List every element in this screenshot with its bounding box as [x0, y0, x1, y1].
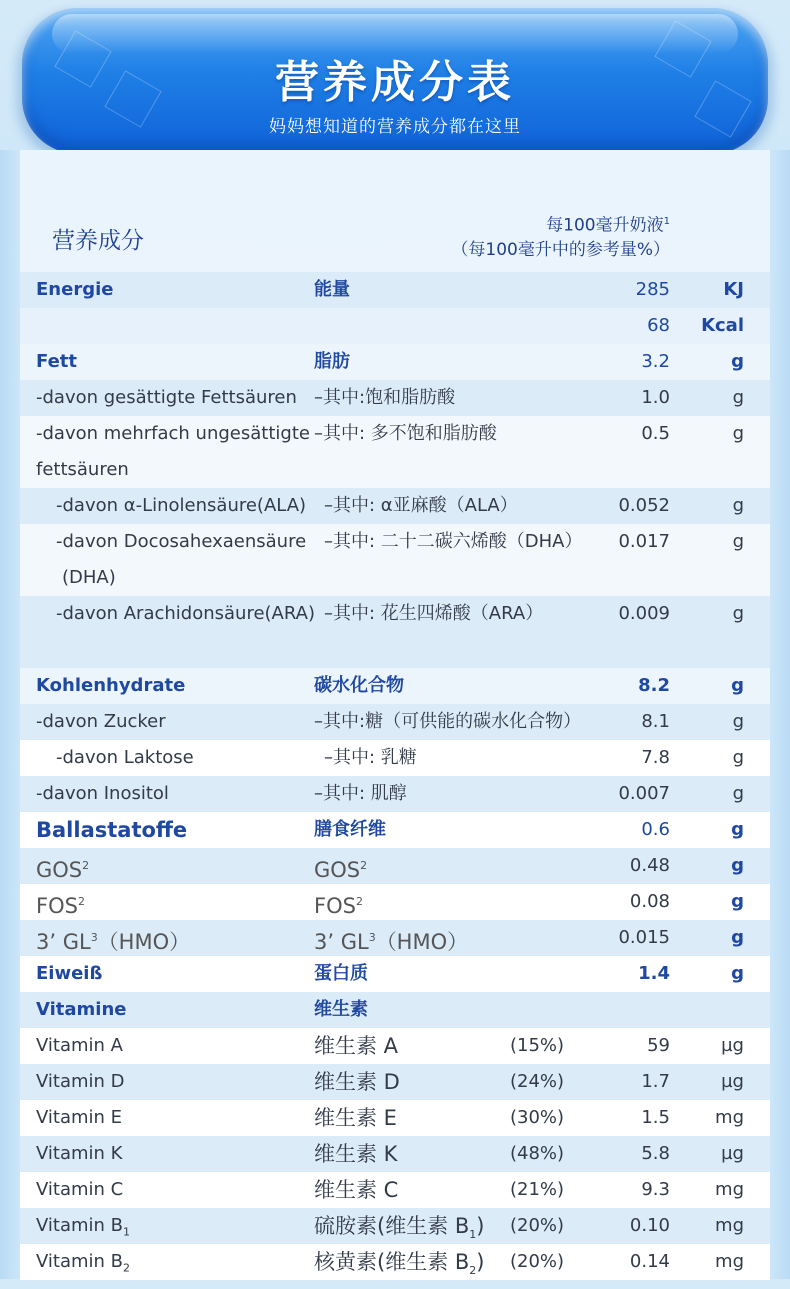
table-row	[20, 1136, 770, 1172]
row-label-de: Vitamin K	[36, 1143, 123, 1164]
row-unit: g	[732, 495, 744, 516]
row-label-de: Kohlenhydrate	[36, 675, 186, 696]
row-label-de: FOS$^2$	[36, 894, 85, 918]
row-value: 0.009	[618, 603, 670, 624]
row-label-de: Vitamin E	[36, 1107, 123, 1128]
row-unit: mg	[715, 1107, 744, 1128]
row-label-zh: 3’ $GL^3(HMO)$	[314, 930, 469, 954]
row-reference-percent: (48%)	[510, 1143, 565, 1164]
row-value: 0.5	[641, 423, 670, 444]
row-label-de: Vitamin A	[36, 1035, 123, 1056]
row-unit: KJ	[723, 279, 744, 300]
row-value: 0.015	[618, 927, 670, 948]
row-label-zh: 维生素 D	[314, 1070, 400, 1094]
row-label-de: -davon mehrfach ungesättigte	[36, 423, 310, 444]
row-reference-percent: (30%)	[510, 1107, 565, 1128]
row-value: 1.5	[641, 1107, 670, 1128]
left-edge	[0, 150, 20, 1279]
row-label-zh: 维生素	[314, 999, 368, 1020]
row-unit: g	[732, 603, 744, 624]
table-row	[20, 344, 770, 380]
row-value: 59	[647, 1035, 670, 1056]
row-value: 0.10	[629, 1215, 670, 1236]
nutrition-table	[20, 272, 770, 1280]
row-label-zh: –其中: 多不饱和脂肪酸	[314, 423, 497, 444]
table-row	[20, 992, 770, 1028]
row-value: 3.2	[641, 351, 670, 372]
title-banner	[22, 8, 768, 154]
row-label-de: -davon Arachidonsäure(ARA)	[56, 603, 315, 624]
table-row	[20, 524, 770, 596]
row-label-zh: 维生素 K	[314, 1142, 398, 1166]
per-100ml-label: 每100毫升奶液	[546, 215, 664, 236]
row-unit: g	[732, 387, 744, 408]
row-value: 0.48	[629, 855, 670, 876]
table-row	[20, 884, 770, 920]
row-label-zh: 维生素 E	[314, 1106, 397, 1130]
table-row	[20, 308, 770, 344]
row-unit: g	[732, 783, 744, 804]
row-unit: g	[732, 711, 744, 732]
row-unit: g	[731, 891, 744, 912]
row-label-zh: 膳食纤维	[314, 819, 386, 840]
row-label-de: -davon Laktose	[56, 747, 194, 768]
reference-percent-label: （每100毫升中的参考量%）	[451, 239, 670, 260]
row-unit: mg	[715, 1215, 744, 1236]
row-label-de: Energie	[36, 279, 114, 300]
row-unit: mg	[715, 1179, 744, 1200]
row-label-zh: FOS$^2$	[314, 894, 363, 918]
row-value: 1.4	[638, 963, 670, 984]
table-row	[20, 1028, 770, 1064]
row-label-zh: 碳水化合物	[314, 675, 404, 696]
row-label-zh: –其中:糖（可供能的碳水化合物）	[314, 711, 582, 732]
table-row	[20, 1208, 770, 1244]
row-value: 0.08	[629, 891, 670, 912]
row-unit: g	[731, 675, 744, 696]
table-row	[20, 1064, 770, 1100]
row-reference-percent: (21%)	[510, 1179, 565, 1200]
right-edge	[770, 150, 790, 1279]
table-row	[20, 704, 770, 740]
row-label-zh: –其中:饱和脂肪酸	[314, 387, 456, 408]
row-label-zh: –其中: α亚麻酸（ALA）	[324, 495, 518, 516]
row-unit: g	[731, 819, 744, 840]
row-label-zh: 维生素 A	[314, 1034, 399, 1058]
row-label-de: Ballastatoffe	[36, 818, 188, 842]
table-row	[20, 1172, 770, 1208]
row-unit: g	[731, 351, 744, 372]
table-row	[20, 1100, 770, 1136]
row-unit: g	[731, 963, 744, 984]
per-100ml-header	[451, 210, 670, 262]
row-reference-percent: (24%)	[510, 1071, 565, 1092]
row-reference-percent: (20%)	[510, 1251, 565, 1272]
row-label-zh: 蛋白质	[314, 963, 368, 984]
row-label-de: Vitamin $B_1$	[36, 1215, 131, 1239]
table-row	[20, 380, 770, 416]
row-label-de: 3’ $GL^3(HMO)$	[36, 930, 191, 954]
row-label-zh: 核黄素(维生素 $B_2$)	[314, 1250, 485, 1278]
row-label-de-cont: fettsäuren	[36, 459, 129, 480]
row-value: 0.6	[641, 819, 670, 840]
row-label-zh: GOS$^2$	[314, 858, 368, 882]
row-value: 0.017	[618, 531, 670, 552]
row-label-zh: –其中: 二十二碳六烯酸（DHA）	[324, 531, 583, 552]
page-subtitle: 妈妈想知道的营养成分都在这里	[269, 117, 521, 137]
row-value: 1.7	[641, 1071, 670, 1092]
row-unit: g	[732, 747, 744, 768]
row-value: 0.052	[618, 495, 670, 516]
row-unit: g	[731, 855, 744, 876]
row-label-zh: 维生素 C	[314, 1178, 399, 1202]
row-value: 285	[635, 279, 670, 300]
row-unit: µg	[721, 1071, 744, 1092]
table-row	[20, 596, 770, 668]
table-row	[20, 956, 770, 992]
row-label-zh: –其中: 肌醇	[314, 783, 407, 804]
row-label-de: Vitamine	[36, 999, 127, 1020]
row-unit: Kcal	[701, 315, 744, 336]
table-row	[20, 272, 770, 308]
row-unit: g	[732, 531, 744, 552]
row-label-de: -davon Inositol	[36, 783, 169, 804]
row-value: 68	[647, 315, 670, 336]
table-row	[20, 920, 770, 956]
row-unit: µg	[721, 1035, 744, 1056]
table-row	[20, 740, 770, 776]
row-value: 0.14	[629, 1251, 670, 1272]
row-label-de: Vitamin C	[36, 1179, 124, 1200]
footnote-mark: 1	[663, 216, 670, 227]
row-unit: g	[732, 423, 744, 444]
row-label-de-cont: (DHA)	[62, 567, 116, 588]
nutrient-column-header: 营养成分	[52, 228, 144, 254]
row-value: 5.8	[641, 1143, 670, 1164]
row-label-zh: 脂肪	[314, 351, 350, 372]
page-title: 营养成分表	[275, 57, 515, 108]
row-reference-percent: (20%)	[510, 1215, 565, 1236]
row-label-de: Vitamin D	[36, 1071, 125, 1092]
row-label-de: Fett	[36, 351, 77, 372]
row-unit: µg	[721, 1143, 744, 1164]
row-label-de: -davon Zucker	[36, 711, 166, 732]
row-label-de: GOS$^2$	[36, 858, 90, 882]
row-label-de: -davon Docosahexaensäure	[56, 531, 307, 552]
row-label-de: -davon α-Linolensäure(ALA)	[56, 495, 307, 516]
row-value: 9.3	[641, 1179, 670, 1200]
row-label-de: Eiweiß	[36, 963, 103, 984]
row-label-zh: –其中: 乳糖	[324, 747, 417, 768]
row-label-zh: 能量	[314, 279, 350, 300]
table-row	[20, 668, 770, 704]
row-label-zh: 硫胺素(维生素 $B_1$)	[314, 1214, 485, 1242]
row-label-de: Vitamin $B_2$	[36, 1251, 131, 1275]
row-unit: g	[731, 927, 744, 948]
row-label-zh: –其中: 花生四烯酸（ARA）	[324, 603, 544, 624]
table-row	[20, 776, 770, 812]
table-row	[20, 488, 770, 524]
table-row	[20, 1244, 770, 1280]
row-unit: mg	[715, 1251, 744, 1272]
row-label-de: -davon gesättigte Fettsäuren	[36, 387, 297, 408]
row-value: 8.2	[638, 675, 670, 696]
row-value: 7.8	[641, 747, 670, 768]
table-row	[20, 848, 770, 884]
row-value: 1.0	[641, 387, 670, 408]
table-row	[20, 416, 770, 488]
row-value: 0.007	[618, 783, 670, 804]
row-value: 8.1	[641, 711, 670, 732]
table-row	[20, 812, 770, 848]
row-reference-percent: (15%)	[510, 1035, 565, 1056]
